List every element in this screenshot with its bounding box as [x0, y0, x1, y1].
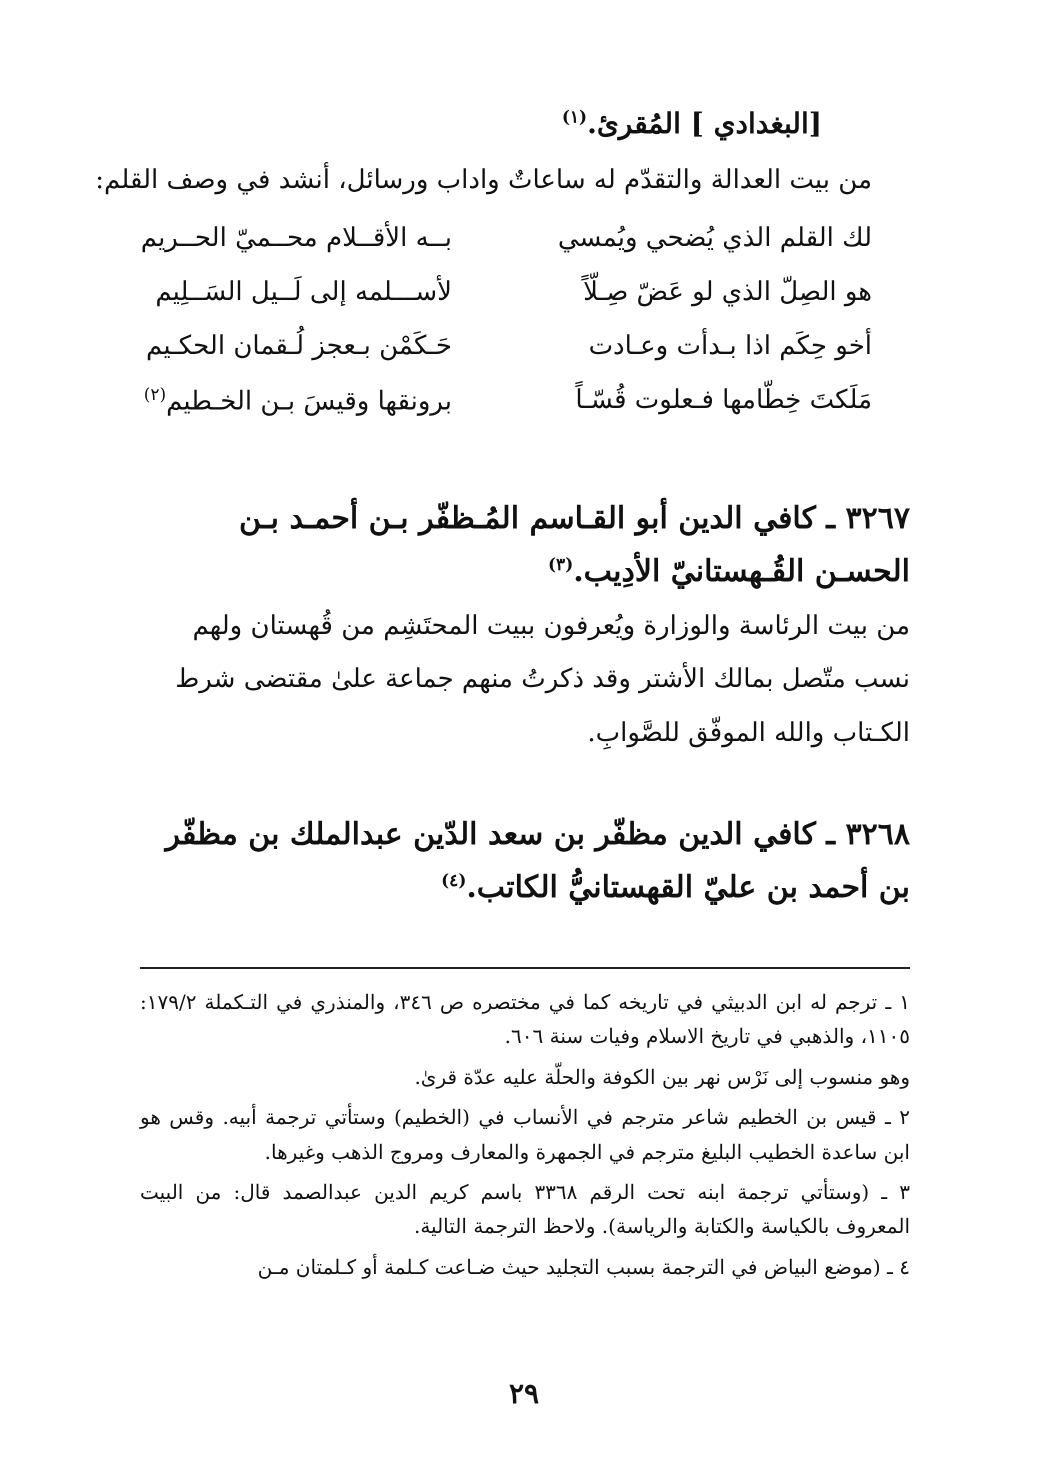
- verse-first-hemistich: مَلَكتَ خِطّامها فـعلوت قُسّـاً: [575, 385, 872, 415]
- poem-verse: [155, 277, 872, 331]
- footnote-marker: (٤): [441, 870, 467, 891]
- footnote-4: ٤ ـ (موضع البياض في الترجمة بسبب التجليد حيث ضـاعت كـلمة أو كـلمتان مـن: [257, 1254, 910, 1279]
- footnote-3: ٣ ـ (وستأتي ترجمة ابنه تحت الرقم ٣٣٦٨ باسم كريم الدين عبدالصمد قال: من البيت المعروف بالكياسة والكتابة والرياسة). ولاحظ الترجمة التالية.: [140, 1179, 910, 1239]
- poem-verse: [140, 223, 872, 277]
- poem: [140, 223, 872, 439]
- entry-heading-text: ٣٢٦٧ ـ كافي الدين أبو القـاسم المُـظفّر بـن أحمـد بـن الحسـن القُـهستانيّ الأدِيب.: [239, 501, 910, 589]
- page-number: ٢٩: [508, 1377, 540, 1410]
- verse-second-hemistich: لأســـلمه إلى لَــيل السَــلِيم: [155, 277, 452, 307]
- entry-body-3267: من بيت الرئاسة والوزارة ويُعرفون ببيت المحتَشِم من قُهستان ولهم نسب متّصل بمالك الأشتر وقد ذكرتُ منهم جماعة علىٰ مقتضى شرط الكـتاب والله الموفّق للصَّوابِ.: [175, 611, 910, 748]
- footnote-marker: (١): [561, 107, 588, 128]
- poem-verse: [146, 331, 872, 385]
- entry-heading-3267: [140, 493, 910, 598]
- verse-second-hemistich: [144, 385, 452, 417]
- poem-verse: [143, 385, 872, 439]
- verse-first-hemistich: لك القلم الذي يُضحي ويُمسي: [557, 223, 872, 253]
- footnote-1: ١ ـ ترجم له ابن الدبيثي في تاريخه كما في مختصره ص ٣٤٦، والمنذري في التـكملة ١٧٩/٢: ١١٠٥، والذهبي في تاريخ الاسلام وفيات سنة ٦٠٦.: [140, 990, 910, 1049]
- intro-body: من بيت العدالة والتقدّم له ساعاتٌ واداب ورسائل، أنشد في وصف القلم:: [95, 165, 872, 195]
- verse-text: برونقها وقيسَ بـن الخـطيم: [166, 386, 452, 417]
- book-page: [95, 95, 910, 1435]
- footnote-marker: (٢): [143, 385, 167, 405]
- footnote-2: ٢ ـ قيس بن الخطيم شاعر مترجم في الأنساب في (الخطيم) وستأتي ترجمة أبيه. وقس هو ابن ساعدة الخطيب البليغ مترجم في الجمهرة والمعارف ومروج الذهب وغيرها.: [140, 1105, 910, 1164]
- footnotes: [140, 985, 910, 1290]
- intro-title: [562, 107, 822, 140]
- verse-second-hemistich: بــه الأقــلام محــميّ الحــريم: [140, 223, 452, 253]
- entry-heading-3268: [140, 809, 910, 914]
- verse-second-hemistich: حَـكَمْن بـعجز لُـقمان الحكـيم: [146, 331, 452, 361]
- intro-title-text: [البغدادي ] المُقرئ.: [587, 107, 822, 140]
- footnote-marker: (٣): [548, 554, 574, 575]
- footnote-divider: [140, 967, 910, 969]
- footnote-1-continued: وهو منسوب إلى نَرْس نهر بين الكوفة والحلّة عليه عدّة قرىٰ.: [414, 1064, 910, 1089]
- verse-first-hemistich: أخو حِكَم اذا بـدأت وعـادت: [588, 331, 872, 361]
- entry-heading-text: ٣٢٦٨ ـ كافي الدين مظفّر بن سعد الدّين عبدالملك بن مظفّر بن أحمد بن عليّ القهستانيُّ الكاتب.: [165, 817, 910, 905]
- verse-first-hemistich: هو الصِلّ الذي لو عَضّ صِـلّاً: [583, 277, 872, 307]
